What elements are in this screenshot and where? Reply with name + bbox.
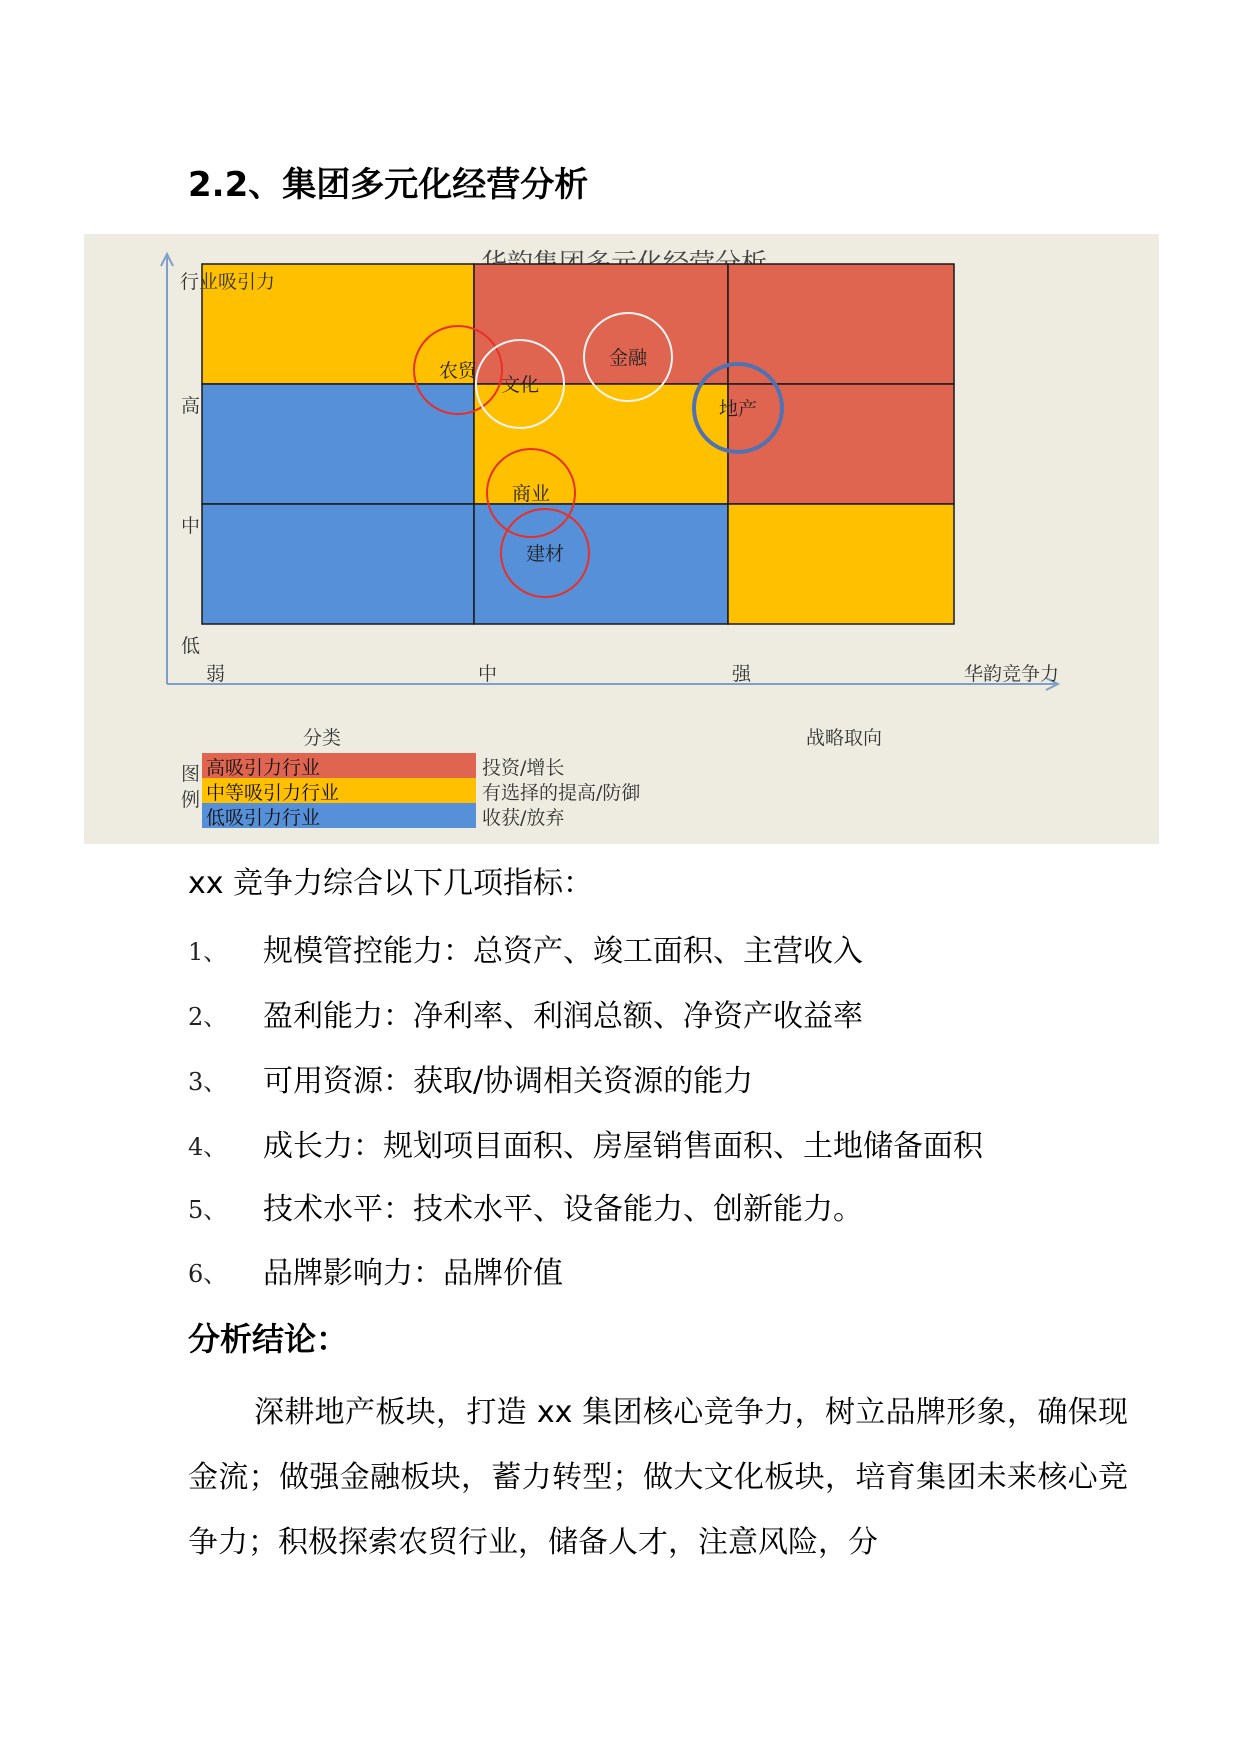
legend-strategy-high: 投资/增长 (482, 757, 565, 779)
legend-category-mid: 中等吸引力行业 (206, 782, 340, 804)
legend-side-label-1: 图 (181, 763, 201, 785)
matrix-grid (202, 264, 954, 624)
list-item-text: 规模管控能力：总资产、竣工面积、主营收入 (263, 934, 863, 969)
matrix-cell-low-weak (202, 504, 474, 624)
indicator-intro: xx 竞争力综合以下几项指标： (188, 866, 594, 901)
legend-col-strategy: 战略取向 (805, 727, 883, 749)
list-item-text: 技术水平：技术水平、设备能力、创新能力。 (263, 1192, 863, 1227)
business-label-nongmao: 农贸 (438, 360, 478, 382)
conclusion-title: 分析结论： (188, 1320, 349, 1358)
list-item-text: 品牌影响力：品牌价值 (263, 1256, 563, 1291)
analysis-figure (84, 234, 1159, 844)
matrix-cell-high-strong (728, 264, 954, 384)
legend-col-category: 分类 (302, 727, 342, 749)
list-item-number: 4、 (188, 1133, 228, 1161)
list-item-number: 5、 (188, 1196, 228, 1224)
list-item-text: 可用资源：获取/协调相关资源的能力 (263, 1064, 754, 1099)
legend-category-high: 高吸引力行业 (206, 757, 321, 779)
list-item-number: 2、 (188, 1003, 228, 1031)
business-label-shangye: 商业 (511, 483, 551, 505)
x-tick-mid: 中 (478, 663, 498, 685)
list-item-number: 1、 (188, 938, 228, 966)
legend-strategy-low: 收获/放弃 (482, 807, 565, 829)
business-label-jinrong: 金融 (608, 347, 648, 369)
business-label-dichan: 地产 (718, 398, 758, 420)
x-tick-weak: 弱 (206, 663, 226, 685)
legend (181, 727, 882, 829)
y-tick-mid: 中 (181, 515, 201, 537)
ge-matrix-chart (84, 234, 1159, 844)
matrix-cell-low-strong (728, 504, 954, 624)
y-tick-high: 高 (181, 395, 201, 417)
legend-category-low: 低吸引力行业 (206, 807, 321, 829)
matrix-cell-high-mid (474, 264, 728, 384)
matrix-cell-mid-weak (202, 384, 474, 504)
y-axis-label: 行业吸引力 (180, 271, 276, 293)
x-tick-strong: 强 (732, 663, 752, 685)
list-item-text: 盈利能力：净利率、利润总额、净资产收益率 (263, 999, 863, 1034)
list-item-number: 3、 (188, 1068, 228, 1096)
conclusion-paragraph: 深耕地产板块，打造 xx 集团核心竞争力，树立品牌形象，确保现金流；做强金融板块，蓄力转型；做大文化板块，培育集团未来核心竞争力；积极探索农贸行业，储备人才，注意风险，分 (188, 1395, 1128, 1560)
business-label-wenhua: 文化 (500, 374, 540, 396)
list-item-number: 6、 (188, 1260, 228, 1288)
legend-strategy-mid: 有选择的提高/防御 (482, 782, 641, 804)
section-heading: 2.2、集团多元化经营分析 (188, 165, 589, 205)
list-item-text: 成长力：规划项目面积、房屋销售面积、土地储备面积 (263, 1129, 983, 1164)
legend-side-label-2: 例 (181, 789, 201, 811)
matrix-cell-low-mid (474, 504, 728, 624)
x-axis-label: 华韵竞争力 (964, 663, 1060, 685)
business-label-jiancai: 建材 (525, 543, 565, 565)
y-tick-low: 低 (181, 635, 201, 657)
